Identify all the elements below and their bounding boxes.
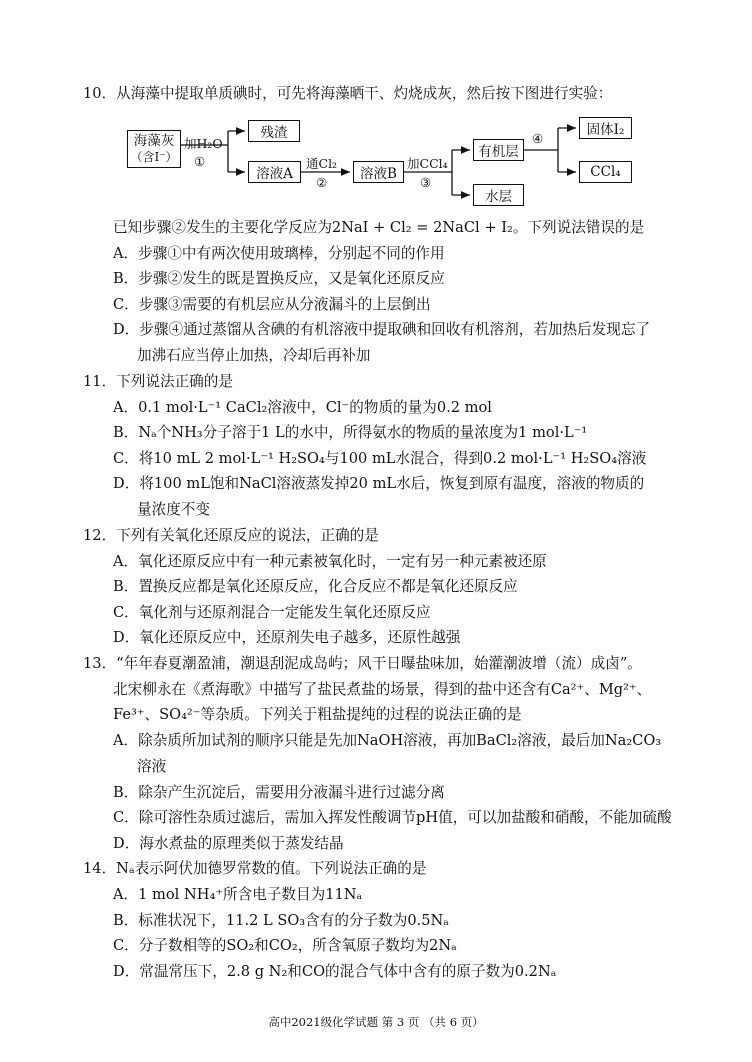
box-organic-layer bbox=[473, 139, 524, 161]
q13-option-a: A．除杂质所加试剂的顺序只能是先加NaOH溶液，再加BaCl₂溶液，最后加Na₂CO₃ bbox=[113, 732, 662, 749]
label-step2: ② bbox=[316, 175, 328, 190]
q12-option-b: B．置换反应都是氧化还原反应，化合反应不都是氧化还原反应 bbox=[113, 578, 518, 595]
q14-option-b: B．标准状况下，11.2 L SO₃含有的分子数为0.5Nₐ bbox=[113, 912, 449, 929]
q11-option-a: A．0.1 mol·L⁻¹ CaCl₂溶液中，Cl⁻的物质的量为0.2 mol bbox=[113, 399, 492, 416]
q12-option-a: A．氧化还原反应中有一种元素被氧化时，一定有另一种元素被还原 bbox=[113, 553, 547, 570]
q13-option-d: D．海水煮盐的原理类似于蒸发结晶 bbox=[113, 835, 344, 852]
box-solution-b bbox=[353, 161, 404, 183]
q11-number: 11． bbox=[83, 373, 117, 390]
q10-given: 已知步骤②发生的主要化学反应为2NaI + Cl₂ = 2NaCl + I₂。下列说法错误的是 bbox=[113, 219, 645, 236]
q11-option-d-cont: 量浓度不变 bbox=[137, 501, 210, 518]
q14-option-c: C．分子数相等的SO₂和CO₂，所含氧原子数均为2Nₐ bbox=[113, 937, 457, 954]
box-solution-a bbox=[248, 161, 301, 183]
q14-option-d: D．常温常压下，2.8 g N₂和CO的混合气体中含有的原子数为0.2Nₐ bbox=[113, 963, 557, 980]
flow-arrows bbox=[0, 0, 752, 220]
box-seaweed-ash-line1: 海藻灰 bbox=[133, 133, 175, 149]
label-pass-cl2: 通Cl₂ bbox=[306, 156, 338, 171]
box-ccl4 bbox=[579, 161, 632, 183]
box-water-layer-text: 水层 bbox=[485, 189, 512, 205]
q10-option-b: B．步骤②发生的既是置换反应，又是氧化还原反应 bbox=[113, 270, 445, 287]
q11-stem-text: 下列说法正确的是 bbox=[116, 373, 233, 390]
label-step3: ③ bbox=[420, 175, 432, 190]
q13-option-a-cont: 溶液 bbox=[137, 758, 167, 775]
q10-option-d-cont: 加沸石应当停止加热，冷却后再补加 bbox=[137, 347, 371, 364]
box-residue bbox=[248, 120, 300, 142]
q10-option-d: D．步骤④通过蒸馏从含碘的有机溶液中提取碘和回收有机溶剂，若加热后发现忘了 bbox=[113, 321, 651, 338]
box-ccl4-text: CCl₄ bbox=[590, 164, 621, 180]
q10-option-a: A．步骤①中有两次使用玻璃棒，分别起不同的作用 bbox=[113, 245, 445, 262]
q12-option-d: D．氧化还原反应中，还原剂失电子越多，还原性越强 bbox=[113, 629, 461, 646]
page-footer: 高中2021级化学试题 第 3 页 （共 6 页） bbox=[268, 1015, 484, 1029]
q11-option-b: B．Nₐ个NH₃分子溶于1 L的水中，所得氨水的物质的量浓度为1 mol·L⁻¹ bbox=[113, 424, 588, 441]
q13-number: 13． bbox=[83, 655, 117, 672]
q10-option-c: C．步骤③需要的有机层应从分液漏斗的上层倒出 bbox=[113, 296, 431, 313]
box-solution-b-text: 溶液B bbox=[360, 166, 397, 182]
label-add-ccl4: 加CCl₄ bbox=[407, 156, 448, 171]
q11-option-c: C．将10 mL 2 mol·L⁻¹ H₂SO₄与100 mL水混合，得到0.2 mol·L⁻¹ H₂SO₄溶液 bbox=[113, 450, 647, 467]
flow-diagram bbox=[0, 0, 752, 220]
q14-stem-text: Nₐ表示阿伏加德罗常数的值。下列说法正确的是 bbox=[116, 860, 427, 877]
q10-number: 10． bbox=[83, 85, 117, 102]
box-solid-iodine-text: 固体I₂ bbox=[586, 122, 625, 138]
box-seaweed-ash-line2: （含I⁻） bbox=[130, 150, 178, 164]
label-step4: ④ bbox=[532, 131, 544, 146]
box-seaweed-ash bbox=[127, 130, 181, 168]
q14-number: 14． bbox=[83, 860, 117, 877]
q11-stem bbox=[83, 372, 233, 392]
box-water-layer bbox=[473, 184, 524, 206]
q13-stem bbox=[83, 654, 642, 674]
q13-option-b: B．除杂产生沉淀后，需要用分液漏斗进行过滤分离 bbox=[113, 784, 445, 801]
q13-option-c: C．除可溶性杂质过滤后，需加入挥发性酸调节pH值，可以加盐酸和硝酸，不能加硫酸 bbox=[113, 809, 672, 826]
box-residue-text: 残渣 bbox=[260, 125, 288, 141]
q14-stem bbox=[83, 859, 426, 879]
q11-option-d: D．将100 mL饱和NaCl溶液蒸发掉20 mL水后，恢复到原有温度，溶液的物质的 bbox=[113, 475, 645, 492]
q13-stem-line1: “年年春夏潮盈浦，潮退刮泥成岛屿；风干日曝盐味加，始灌潮波增（流）成卤”。 bbox=[116, 655, 642, 672]
label-step1: ① bbox=[194, 154, 206, 169]
q12-stem-text: 下列有关氧化还原反应的说法，正确的是 bbox=[116, 527, 379, 544]
q12-number: 12． bbox=[83, 527, 117, 544]
q13-stem-line3: Fe³⁺、SO₄²⁻等杂质。下列关于粗盐提纯的过程的说法正确的是 bbox=[113, 706, 522, 723]
q10-stem-text: 从海藻中提取单质碘时，可先将海藻晒干、灼烧成灰，然后按下图进行实验： bbox=[116, 85, 613, 102]
box-organic-layer-text: 有机层 bbox=[478, 144, 519, 160]
q13-stem-line2: 北宋柳永在《煮海歌》中描写了盐民煮盐的场景，得到的盐中还含有Ca²⁺、Mg²⁺、 bbox=[113, 681, 652, 698]
q14-option-a: A．1 mol NH₄⁺所含电子数目为11Nₐ bbox=[113, 886, 363, 903]
box-solid-iodine bbox=[579, 117, 632, 139]
box-solution-a-text: 溶液A bbox=[256, 166, 293, 182]
q12-option-c: C．氧化剂与还原剂混合一定能发生氧化还原反应 bbox=[113, 604, 431, 621]
q12-stem bbox=[83, 526, 379, 546]
label-add-water: 加H₂O bbox=[184, 136, 223, 151]
